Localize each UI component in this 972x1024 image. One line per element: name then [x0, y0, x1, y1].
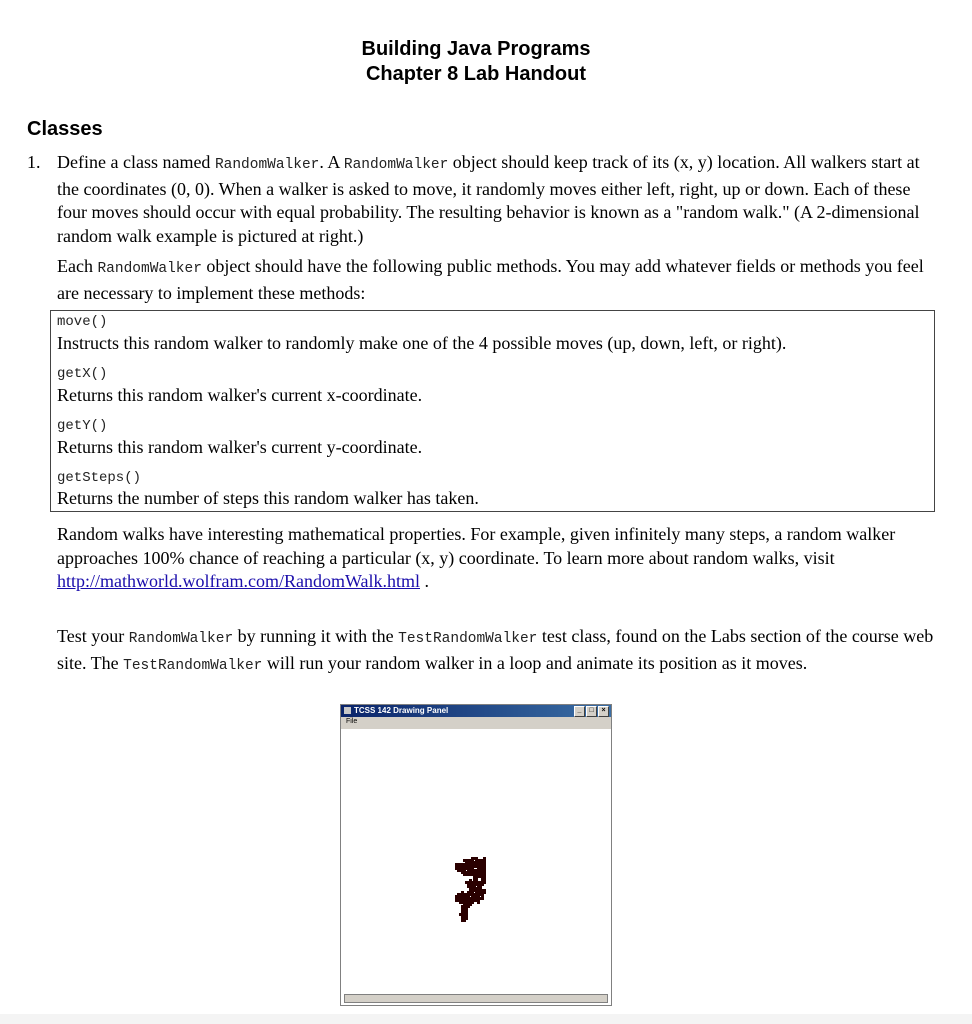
walk-path [455, 857, 486, 922]
test-class-code: TestRandomWalker [398, 631, 538, 647]
test-paragraph: Test your RandomWalker by running it with the TestRandomWalker test class, found on the Labs section of the course web site. The TestRandomWalker will run your random walker in a loop and animate its position as it moves. [57, 626, 934, 674]
document-subtitle: Chapter 8 Lab Handout [365, 63, 586, 85]
class-name-code: RandomWalker [343, 157, 449, 173]
window-title: TCSS 142 Drawing Panel [354, 706, 449, 715]
methods-intro-paragraph: Each RandomWalker object should have the following public methods. You may add whatever fields or methods you feel are necessary to implement these methods: [57, 256, 924, 303]
class-name-code: RandomWalker [128, 631, 234, 647]
mathworld-link[interactable]: http://mathworld.wolfram.com/RandomWalk.html [57, 571, 420, 591]
intro-paragraph: Define a class named RandomWalker. A RandomWalker object should keep track of its (x, y) location. All walkers start at the coordinates (0, 0). When a walker is asked to move, it randomly moves either left, right, up or down. Each of these four moves should occur with equal probability. The resulting behavior is known as a "random walk." (A 2-dimensional random walk example is pictured at right.) [57, 152, 920, 246]
method-description: Returns this random walker's current x-coordinate. [57, 385, 423, 405]
file-menu[interactable]: File [346, 718, 358, 725]
drawing-canvas [343, 731, 609, 993]
minimize-icon[interactable]: _ [574, 706, 585, 717]
method-signature: move() [57, 314, 108, 330]
window-title-bar[interactable] [341, 705, 611, 717]
method-description: Instructs this random walker to randomly make one of the 4 possible moves (up, down, left, or right). [57, 333, 787, 353]
method-signature: getX() [57, 366, 108, 382]
document-title: Building Java Programs [361, 38, 591, 60]
drawing-panel-window [340, 704, 612, 1006]
item-number: 1. [27, 152, 41, 172]
method-description: Returns the number of steps this random walker has taken. [57, 488, 479, 508]
properties-paragraph: Random walks have interesting mathematical properties. For example, given infinitely many steps, a random walker approaches 100% chance of reaching a particular (x, y) coordinate. To learn more about random walks, visit http://mathworld.wolfram.com/RandomWalk.html . [57, 524, 896, 591]
method-description: Returns this random walker's current y-coordinate. [57, 437, 423, 457]
window-status-bar [344, 994, 608, 1003]
close-icon[interactable]: × [598, 706, 609, 717]
walk-step [457, 893, 460, 896]
java-cup-icon [344, 707, 351, 714]
method-signature: getSteps() [57, 470, 142, 486]
test-class-code: TestRandomWalker [123, 657, 263, 674]
page-bottom-edge [0, 1014, 972, 1024]
random-walk-trail [343, 731, 609, 993]
window-menu-bar [341, 717, 611, 729]
class-name-code: RandomWalker [97, 261, 202, 277]
maximize-icon[interactable]: □ [586, 706, 597, 717]
methods-table [50, 310, 935, 512]
section-heading: Classes [27, 118, 103, 140]
method-signature: getY() [57, 418, 108, 434]
class-name-code: RandomWalker [214, 157, 320, 173]
